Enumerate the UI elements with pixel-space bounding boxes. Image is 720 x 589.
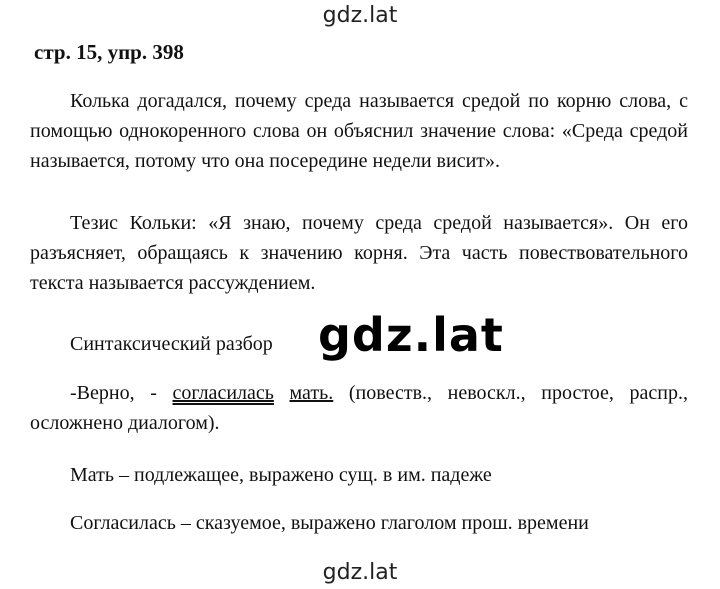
sentence-subject: мать. [289, 382, 334, 404]
paragraph-2: Тезис Кольки: «Я знаю, почему среда средой называется». Он его разъясняет, обращаясь к значению корня. Эта часть повествовательного текста называется рассуждением. [30, 212, 688, 294]
sentence-analysis [30, 378, 688, 438]
watermark-middle: gdz.lat [318, 308, 504, 362]
sentence-suffix: (повеств., невоскл., простое, распр., осложнено диалогом). [30, 382, 689, 434]
sentence-predicate: согласилась [172, 382, 274, 404]
watermark-bottom: gdz.lat [322, 560, 398, 585]
exercise-heading: стр. 15, упр. 398 [34, 40, 184, 64]
subject-line: Мать – подлежащее, выражено сущ. в им. падеже [70, 464, 492, 486]
predicate-line: Согласилась – сказуемое, выражено глаголом прош. времени [70, 512, 589, 534]
syntax-heading: Синтаксический разбор [70, 333, 273, 355]
sentence-space [274, 382, 290, 404]
watermark-top: gdz.lat [322, 3, 398, 28]
sentence-prefix: -Верно, - [70, 382, 173, 404]
paragraph-1: Колька догадался, почему среда называется средой по корню слова, с помощью однокоренного слова он объяснил значение слова: «Среда средой называется, потому что она посередине недели висит». [30, 90, 688, 172]
